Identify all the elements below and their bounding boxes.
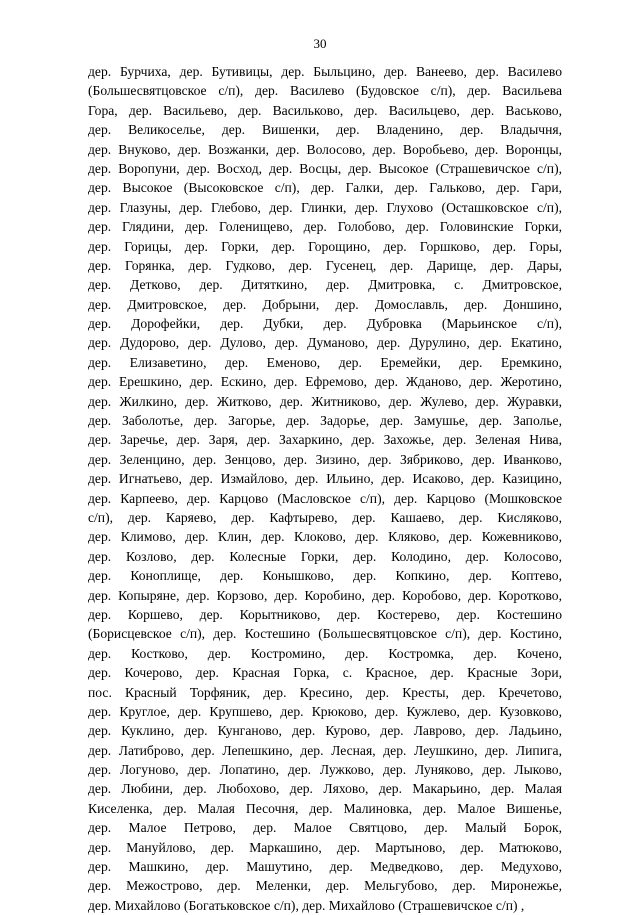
text-line: дер. Высокое (Высоковское с/п), дер. Галки, дер. Гальково, дер. Гари, [88,180,562,196]
text-line: дер. Детково, дер. Дитяткино, дер. Дмитровка, с. Дмитровское, [88,277,562,293]
text-line: Гора, дер. Васильево, дер. Васильково, дер. Васильцево, дер. Васьково, [88,102,562,118]
text-line: пос. Красный Торфяник, дер. Кресино, дер. Кресты, дер. Кречетово, [88,684,562,700]
text-line: дер. Михайлово (Богатьковское с/п), дер. Михайлово (Страшевичское с/п) , [88,897,525,913]
text-line: дер. Мануйлово, дер. Маркашино, дер. Мартыново, дер. Матюково, [88,839,562,855]
text-line: дер. Заречье, дер. Заря, дер. Захаркино, дер. Захожье, дер. Зеленая Нива, [88,432,562,448]
text-line: дер. Куклино, дер. Кунганово, дер. Курово, дер. Лаврово, дер. Ладьино, [88,723,562,739]
text-line: дер. Малое Петрово, дер. Малое Святцово, дер. Малый Борок, [88,820,562,836]
text-line: дер. Латиброво, дер. Лепешкино, дер. Лесная, дер. Леушкино, дер. Липига, [88,742,562,758]
text-line: дер. Копыряне, дер. Корзово, дер. Коробино, дер. Коробово, дер. Коротково, [88,587,562,603]
text-line: дер. Кочерово, дер. Красная Горка, с. Красное, дер. Красные Зори, [88,665,562,681]
text-line: дер. Коноплище, дер. Конышково, дер. Копкино, дер. Коптево, [88,568,562,584]
text-line: дер. Дудорово, дер. Дулово, дер. Думаново, дер. Дурулино, дер. Екатино, [88,335,562,351]
text-line: дер. Глазуны, дер. Глебово, дер. Глинки, дер. Глухово (Осташковское с/п), [88,199,562,215]
text-line: дер. Елизаветино, дер. Еменово, дер. Еремейки, дер. Еремкино, [88,354,562,370]
text-line: дер. Игнатьево, дер. Измайлово, дер. Ильино, дер. Исаково, дер. Казицино, [88,471,562,487]
text-line: с/п), дер. Каряево, дер. Кафтырево, дер. Кашаево, дер. Кисляково, [88,509,562,525]
text-line: дер. Горянка, дер. Гудково, дер. Гусенец, дер. Дарище, дер. Дары, [88,257,562,273]
text-line: дер. Заболотье, дер. Загорье, дер. Задорье, дер. Замушье, дер. Заполье, [88,413,562,429]
text-line: дер. Круглое, дер. Крупшево, дер. Крюково, дер. Кужлево, дер. Кузовково, [88,703,562,719]
text-line: дер. Воропуни, дер. Восход, дер. Восцы, дер. Высокое (Страшевичское с/п), [88,160,562,176]
text-line: дер. Великоселье, дер. Вишенки, дер. Владенино, дер. Владычня, [88,122,562,138]
text-line: Киселенка, дер. Малая Песочня, дер. Малиновка, дер. Малое Вишенье, [88,800,562,816]
text-line: дер. Коршево, дер. Корытниково, дер. Костерево, дер. Костешино [88,606,562,622]
body-text [88,62,562,915]
text-line: дер. Глядини, дер. Голенищево, дер. Голобово, дер. Головинские Горки, [88,219,562,235]
text-line: дер. Костково, дер. Костромино, дер. Костромка, дер. Кочено, [88,645,562,661]
text-line: дер. Ерешкино, дер. Ескино, дер. Ефремово, дер. Жданово, дер. Жеротино, [88,374,562,390]
text-line: дер. Карпеево, дер. Карцово (Масловское с/п), дер. Карцово (Мошковское [88,490,562,506]
text-line: дер. Бурчиха, дер. Бутивицы, дер. Быльцино, дер. Ванеево, дер. Василево [88,64,562,79]
text-line: дер. Внуково, дер. Возжанки, дер. Волосово, дер. Воробьево, дер. Воронцы, [88,141,562,157]
text-line: дер. Дорофейки, дер. Дубки, дер. Дубровка (Марьинское с/п), [88,316,562,332]
text-line: дер. Машкино, дер. Машутино, дер. Медведково, дер. Медухово, [88,859,562,875]
text-line: дер. Козлово, дер. Колесные Горки, дер. Колодино, дер. Колосово, [88,548,562,564]
text-line: дер. Межострово, дер. Меленки, дер. Мельгубово, дер. Миронежье, [88,878,562,894]
text-line: дер. Горицы, дер. Горки, дер. Горощино, дер. Горшково, дер. Горы, [88,238,562,254]
text-line: дер. Дмитровское, дер. Добрыни, дер. Домославль, дер. Доншино, [88,296,562,312]
text-line: (Борисцевское с/п), дер. Костешино (Большесвятцовское с/п), дер. Костино, [88,626,562,642]
text-line: дер. Жилкино, дер. Житково, дер. Житниково, дер. Жулево, дер. Журавки, [88,393,562,409]
text-line: дер. Климово, дер. Клин, дер. Клоково, дер. Кляково, дер. Кожевниково, [88,529,562,545]
text-line: дер. Любини, дер. Любохово, дер. Ляхово, дер. Макарьино, дер. Малая [88,781,562,797]
text-line: дер. Зеленцино, дер. Зенцово, дер. Зизино, дер. Зябриково, дер. Иванково, [88,451,562,467]
text-line: (Большесвятцовское с/п), дер. Василево (Будовское с/п), дер. Васильева [88,83,562,99]
page-number: 30 [313,36,327,51]
text-line: дер. Логуново, дер. Лопатино, дер. Лужково, дер. Луняково, дер. Лыково, [88,762,562,778]
